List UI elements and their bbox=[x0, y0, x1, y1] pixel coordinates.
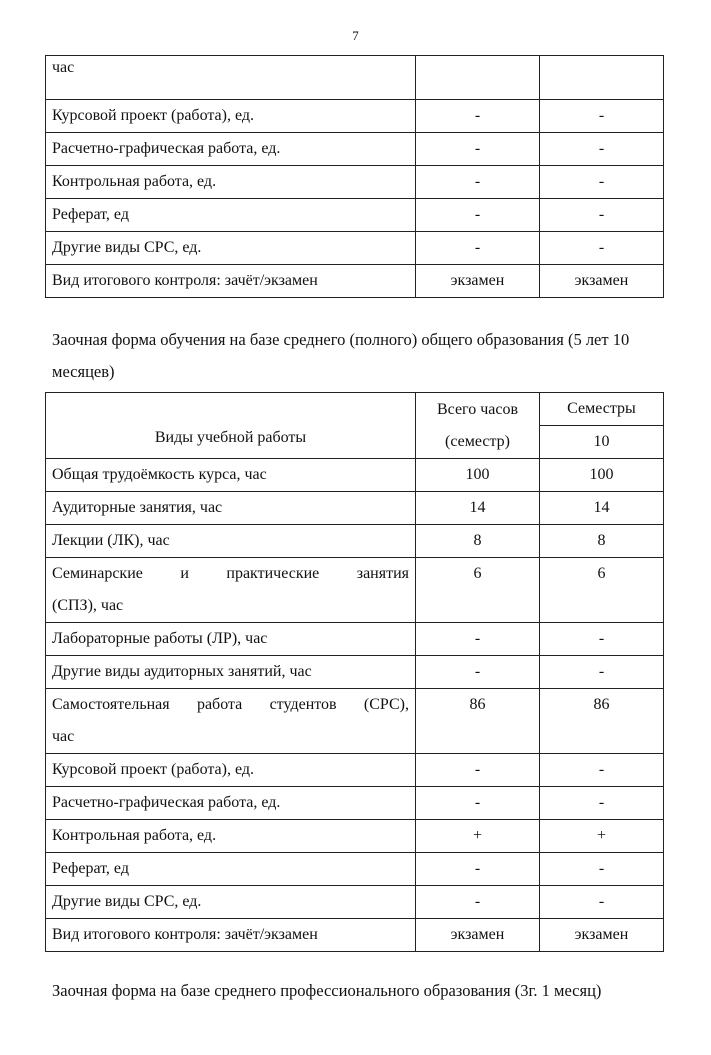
row-semester: 6 bbox=[540, 558, 664, 623]
row-total: - bbox=[416, 886, 540, 919]
row-semester: 8 bbox=[540, 525, 664, 558]
table-row bbox=[46, 787, 664, 820]
row-semester: - bbox=[540, 100, 664, 133]
row-label-line2: час bbox=[52, 728, 75, 745]
row-total: - bbox=[416, 133, 540, 166]
row-total: экзамен bbox=[416, 265, 540, 298]
table-row bbox=[46, 459, 664, 492]
row-label-line2: (СПЗ), час bbox=[52, 597, 124, 614]
row-total: 86 bbox=[416, 689, 540, 754]
table-distance-full-general bbox=[45, 392, 664, 952]
row-semester: 100 bbox=[540, 459, 664, 492]
row-total: экзамен bbox=[416, 919, 540, 952]
row-total: - bbox=[416, 166, 540, 199]
row-label-line1: Семинарские и практические занятия bbox=[52, 565, 409, 582]
table-row bbox=[46, 820, 664, 853]
table-row bbox=[46, 558, 664, 623]
row-total: - bbox=[416, 199, 540, 232]
row-semester: - bbox=[540, 754, 664, 787]
row-label: Контрольная работа, ед. bbox=[46, 166, 416, 199]
table-row bbox=[46, 754, 664, 787]
table-row bbox=[46, 100, 664, 133]
row-label-line1: Самостоятельная работа студентов (СРС), bbox=[52, 696, 409, 713]
table-row bbox=[46, 886, 664, 919]
row-label: Расчетно-графическая работа, ед. bbox=[46, 133, 416, 166]
row-label: час bbox=[46, 56, 416, 100]
row-total: 8 bbox=[416, 525, 540, 558]
row-label: Контрольная работа, ед. bbox=[46, 820, 416, 853]
row-semester: - bbox=[540, 199, 664, 232]
row-label: Другие виды СРС, ед. bbox=[46, 886, 416, 919]
row-semester: - bbox=[540, 656, 664, 689]
row-semester: экзамен bbox=[540, 265, 664, 298]
table-row bbox=[46, 265, 664, 298]
row-label: Общая трудоёмкость курса, час bbox=[46, 459, 416, 492]
row-label: Лабораторные работы (ЛР), час bbox=[46, 623, 416, 656]
header-semesters: Семестры bbox=[540, 393, 664, 426]
header-semester-number: 10 bbox=[540, 426, 664, 459]
table-row bbox=[46, 199, 664, 232]
row-label: Вид итогового контроля: зачёт/экзамен bbox=[46, 919, 416, 952]
table-row bbox=[46, 56, 664, 100]
header-work-types: Виды учебной работы bbox=[46, 393, 416, 459]
row-semester bbox=[540, 56, 664, 100]
row-label: Расчетно-графическая работа, ед. bbox=[46, 787, 416, 820]
row-total: 14 bbox=[416, 492, 540, 525]
row-semester: - bbox=[540, 232, 664, 265]
row-semester: + bbox=[540, 820, 664, 853]
table-row bbox=[46, 232, 664, 265]
row-label: Курсовой проект (работа), ед. bbox=[46, 100, 416, 133]
row-semester: - bbox=[540, 133, 664, 166]
paragraph-distance-vocational: Заочная форма на базе среднего профессионального образования (3г. 1 месяц) bbox=[52, 981, 602, 1000]
table-row bbox=[46, 623, 664, 656]
row-semester: - bbox=[540, 166, 664, 199]
row-semester: 86 bbox=[540, 689, 664, 754]
header-total-hours-line2: (семестр) bbox=[445, 432, 510, 450]
row-semester: - bbox=[540, 886, 664, 919]
row-label: Реферат, ед bbox=[46, 853, 416, 886]
row-total: - bbox=[416, 656, 540, 689]
row-semester: - bbox=[540, 623, 664, 656]
row-label: Лекции (ЛК), час bbox=[46, 525, 416, 558]
row-semester: - bbox=[540, 787, 664, 820]
row-total bbox=[416, 56, 540, 100]
row-total: - bbox=[416, 623, 540, 656]
header-total-hours bbox=[416, 393, 540, 459]
table-header-row bbox=[46, 393, 664, 426]
row-total: 6 bbox=[416, 558, 540, 623]
row-label: Вид итогового контроля: зачёт/экзамен bbox=[46, 265, 416, 298]
row-total: - bbox=[416, 100, 540, 133]
row-semester: экзамен bbox=[540, 919, 664, 952]
row-label: Аудиторные занятия, час bbox=[46, 492, 416, 525]
table-row bbox=[46, 133, 664, 166]
row-label: Реферат, ед bbox=[46, 199, 416, 232]
row-total: - bbox=[416, 853, 540, 886]
row-label bbox=[46, 558, 416, 623]
table-row bbox=[46, 656, 664, 689]
table-continued bbox=[45, 55, 664, 298]
row-total: 100 bbox=[416, 459, 540, 492]
row-label: Другие виды СРС, ед. bbox=[46, 232, 416, 265]
row-total: + bbox=[416, 820, 540, 853]
row-total: - bbox=[416, 754, 540, 787]
table-row bbox=[46, 919, 664, 952]
row-semester: 14 bbox=[540, 492, 664, 525]
page-number: 7 bbox=[352, 28, 359, 43]
row-label bbox=[46, 689, 416, 754]
table-row bbox=[46, 166, 664, 199]
row-semester: - bbox=[540, 853, 664, 886]
table-row bbox=[46, 492, 664, 525]
row-label: Курсовой проект (работа), ед. bbox=[46, 754, 416, 787]
row-total: - bbox=[416, 232, 540, 265]
header-total-hours-line1: Всего часов bbox=[436, 400, 519, 418]
table-row bbox=[46, 689, 664, 754]
row-label: Другие виды аудиторных занятий, час bbox=[46, 656, 416, 689]
paragraph-distance-full-general: Заочная форма обучения на базе среднего (полного) общего образования (5 лет 10 месяцев) bbox=[52, 330, 630, 381]
table-row bbox=[46, 525, 664, 558]
row-total: - bbox=[416, 787, 540, 820]
table-row bbox=[46, 853, 664, 886]
